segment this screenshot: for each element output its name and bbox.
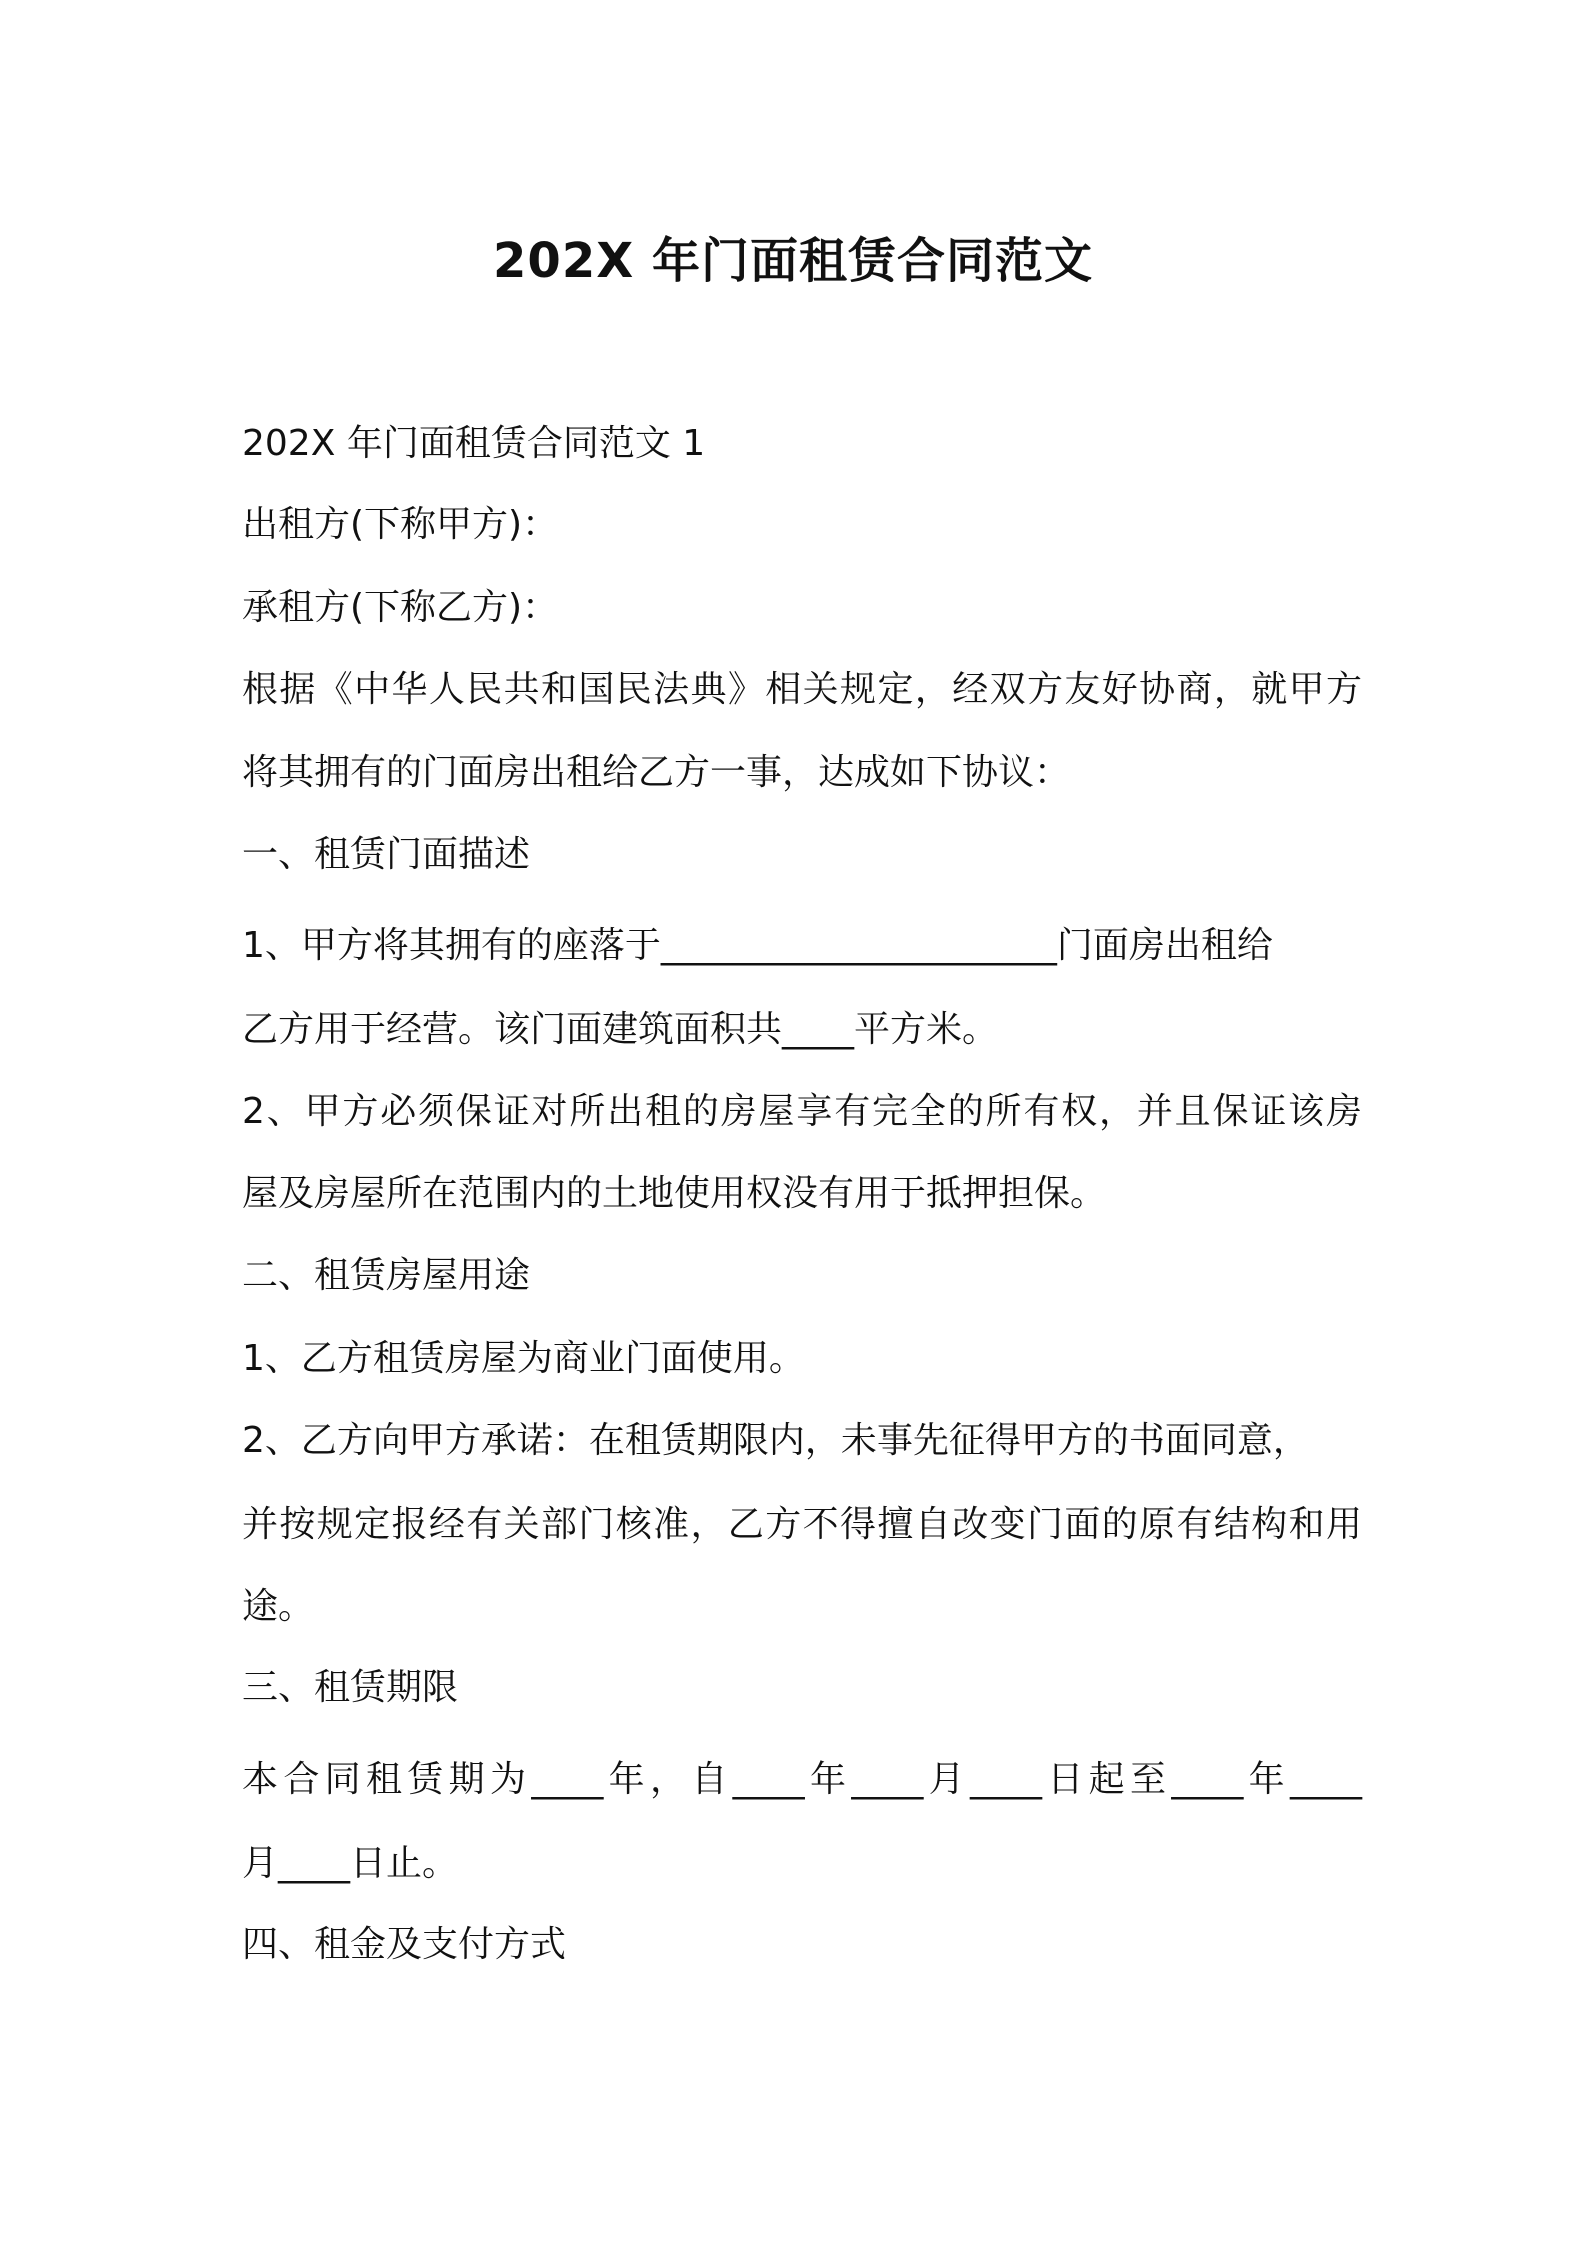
paragraph-line: 将其拥有的门面房出租给乙方一事，达成如下协议： — [242, 752, 1071, 793]
paragraph-line: 乙方用于经营。该门面建筑面积共____平方米。 — [242, 1009, 999, 1050]
document-title: 202X 年门面租赁合同范文 — [493, 233, 1093, 289]
paragraph-line: 1、乙方租赁房屋为商业门面使用。 — [242, 1338, 805, 1379]
paragraph-line: 途。 — [242, 1586, 315, 1627]
paragraph-line: 2、乙方向甲方承诺：在租赁期限内，未事先征得甲方的书面同意， — [242, 1420, 1309, 1461]
subtitle-line: 202X 年门面租赁合同范文 1 — [242, 423, 706, 464]
section-heading: 一、租赁门面描述 — [242, 834, 531, 875]
lessee-line: 承租方(下称乙方)： — [242, 587, 559, 628]
section-heading: 三、租赁期限 — [242, 1667, 459, 1708]
paragraph-line: 本合同租赁期为____年，自____年____月____日起至____年____ — [242, 1759, 1362, 1800]
paragraph-line: 并按规定报经有关部门核准，乙方不得擅自改变门面的原有结构和用 — [242, 1504, 1362, 1545]
paragraph-line: 2、甲方必须保证对所出租的房屋享有完全的所有权，并且保证该房 — [242, 1091, 1362, 1132]
lessor-line: 出租方(下称甲方)： — [242, 504, 559, 545]
paragraph-line: 根据《中华人民共和国民法典》相关规定，经双方友好协商，就甲方 — [242, 669, 1362, 710]
paragraph-line: 1、甲方将其拥有的座落于______________________门面房出租给 — [242, 925, 1273, 966]
paragraph-line: 月____日止。 — [242, 1843, 459, 1884]
paragraph-line: 屋及房屋所在范围内的土地使用权没有用于抵押担保。 — [242, 1173, 1107, 1214]
section-heading: 四、租金及支付方式 — [242, 1924, 567, 1965]
section-heading: 二、租赁房屋用途 — [242, 1255, 531, 1296]
